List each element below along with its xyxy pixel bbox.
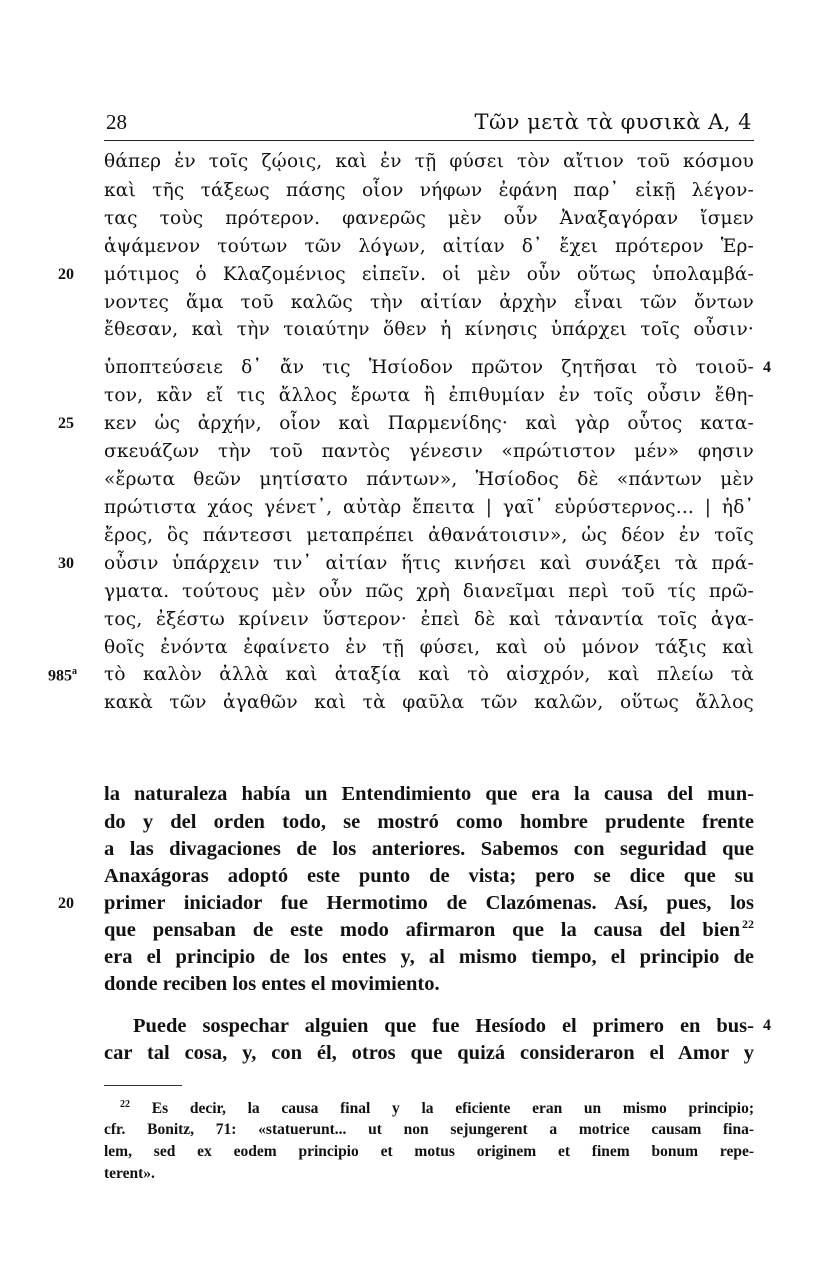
greek-line: νοντες ἅμα τοῦ καλῶς τὴν αἰτίαν ἀρχὴν εἶναι τῶν ὄντων: [104, 292, 754, 313]
greek-line: κεν ὡς ἀρχήν, οἷον καὶ Παρμενίδης· καὶ γὰρ οὗτος κατα-: [104, 413, 754, 434]
greek-line: θοῖς ἐνόντα ἐφαίνετο ἐν τῇ φύσει, καὶ οὐ μόνον τάξις καὶ: [104, 637, 754, 658]
spanish-line: car tal cosa, y, con él, otros que quizá consideraron el Amor y: [104, 1042, 754, 1064]
line-number: 30: [58, 555, 74, 572]
footnote-line: cfr. Bonitz, 71: «statuerunt... ut non sejungerent a motrice causam fina-: [104, 1121, 754, 1138]
greek-line: ἔρος, ὃς πάντεσσι μεταπρέπει ἀθανάτοισιν», ὡς δέον ἐν τοῖς: [104, 525, 754, 546]
bekker-line-number: [48, 666, 77, 685]
footnote-rule: [104, 1085, 182, 1086]
footnote-ref: 22: [742, 917, 754, 931]
greek-line: ἁψάμενον τούτων τῶν λόγων, αἰτίαν δ᾽ ἔχει πρότερον Ἑρ-: [104, 236, 754, 257]
spanish-line-with-note: [104, 919, 754, 942]
spanish-line: a las divagaciones de los anteriores. Sabemos con seguridad que: [104, 838, 754, 860]
footnote-number: 22: [120, 1099, 130, 1110]
spanish-line: donde reciben los entes el movimiento.: [104, 973, 440, 995]
greek-line: τος, ἐξέστω κρίνειν ὕστερον· ἐπεὶ δὲ καὶ τἀναντία τοῖς ἀγα-: [104, 609, 754, 630]
line-number: 20: [58, 266, 74, 283]
greek-line: σκευάζων τὴν τοῦ παντὸς γένεσιν «πρώτιστον μέν» φησιν: [104, 441, 754, 462]
spanish-line-text: que pensaban de este modo afirmaron que la causa del bien: [104, 919, 740, 941]
greek-line: «ἔρωτα θεῶν μητίσατο πάντων», Ἡσίοδος δὲ «πάντων μὲν: [104, 469, 754, 490]
footnote-line: [120, 1099, 754, 1118]
spanish-line: era el principio de los entes y, al mismo tiempo, el principio de: [104, 946, 754, 968]
greek-line: θάπερ ἐν τοῖς ζῴοις, καὶ ἐν τῇ φύσει τὸν αἴτιον τοῦ κόσμου: [104, 151, 754, 172]
greek-line: ὑποπτεύσειε δ᾽ ἄν τις Ἡσίοδον πρῶτον ζητῆσαι τὸ τοιοῦ-: [104, 357, 754, 378]
running-title: Τῶν μετὰ τὰ φυσικὰ Α, 4: [474, 110, 752, 134]
footnote-line: lem, sed ex eodem principio et motus originem et finem bonum repe-: [104, 1143, 754, 1160]
greek-line: πρώτιστα χάος γένετ᾽, αὐτὰρ ἔπειτα | γαῖ᾽ εὐρύστερνος... | ἠδ᾽: [104, 497, 754, 518]
spanish-line: Anaxágoras adoptó este punto de vista; pero se dice que su: [104, 865, 754, 887]
line-number: 25: [58, 415, 74, 432]
greek-line: οὖσιν ὑπάρχειν τιν᾽ αἰτίαν ἥτις κινήσει καὶ συνάξει τὰ πρά-: [104, 553, 754, 574]
bekker-page: 985: [48, 667, 72, 685]
greek-line: τὸ καλὸν ἀλλὰ καὶ ἀταξία καὶ τὸ αἰσχρόν, καὶ πλείω τὰ: [104, 664, 754, 685]
greek-line: γματα. τούτους μὲν οὖν πῶς χρὴ διανεῖμαι περὶ τοῦ τίς πρῶ-: [104, 581, 754, 602]
greek-line: μότιμος ὁ Κλαζομένιος εἰπεῖν. οἱ μὲν οὖν οὕτως ὑπολαμβά-: [104, 264, 754, 285]
greek-line: τον, κἂν εἴ τις ἄλλος ἔρωτα ἢ ἐπιθυμίαν ἐν τοῖς οὖσιν ἔθη-: [104, 385, 754, 406]
chapter-number: 4: [763, 359, 771, 376]
spanish-line: la naturaleza había un Entendimiento que era la causa del mun-: [104, 783, 754, 805]
greek-line: καὶ τῆς τάξεως πάσης οἷον νήφων ἐφάνη παρ᾽ εἰκῇ λέγον-: [104, 180, 754, 201]
spanish-line: primer iniciador fue Hermotimo de Clazómenas. Así, pues, los: [104, 892, 754, 914]
greek-line: τας τοὺς πρότερον. φανερῶς μὲν οὖν Ἀναξαγόραν ἴσμεν: [104, 208, 754, 229]
greek-line: ἔθεσαν, καὶ τὴν τοιαύτην ὅθεν ἡ κίνησις ὑπάρχει τοῖς οὖσιν·: [104, 319, 754, 340]
page-number: 28: [106, 110, 127, 134]
spanish-line: do y del orden todo, se mostró como hombre prudente frente: [104, 811, 754, 833]
chapter-number: 4: [763, 1017, 771, 1034]
spanish-line: Puede sospechar alguien que fue Hesíodo el primero en bus-: [133, 1015, 754, 1037]
line-number: 20: [58, 895, 74, 912]
footnote-text: Es decir, la causa final y la eficiente eran un mismo principio;: [151, 1100, 754, 1118]
running-header: [104, 110, 754, 141]
footnote-line: terent».: [104, 1165, 155, 1182]
bekker-column: a: [72, 666, 77, 677]
greek-line: κακὰ τῶν ἀγαθῶν καὶ τὰ φαῦλα τῶν καλῶν, οὕτως ἄλλος: [104, 692, 754, 713]
